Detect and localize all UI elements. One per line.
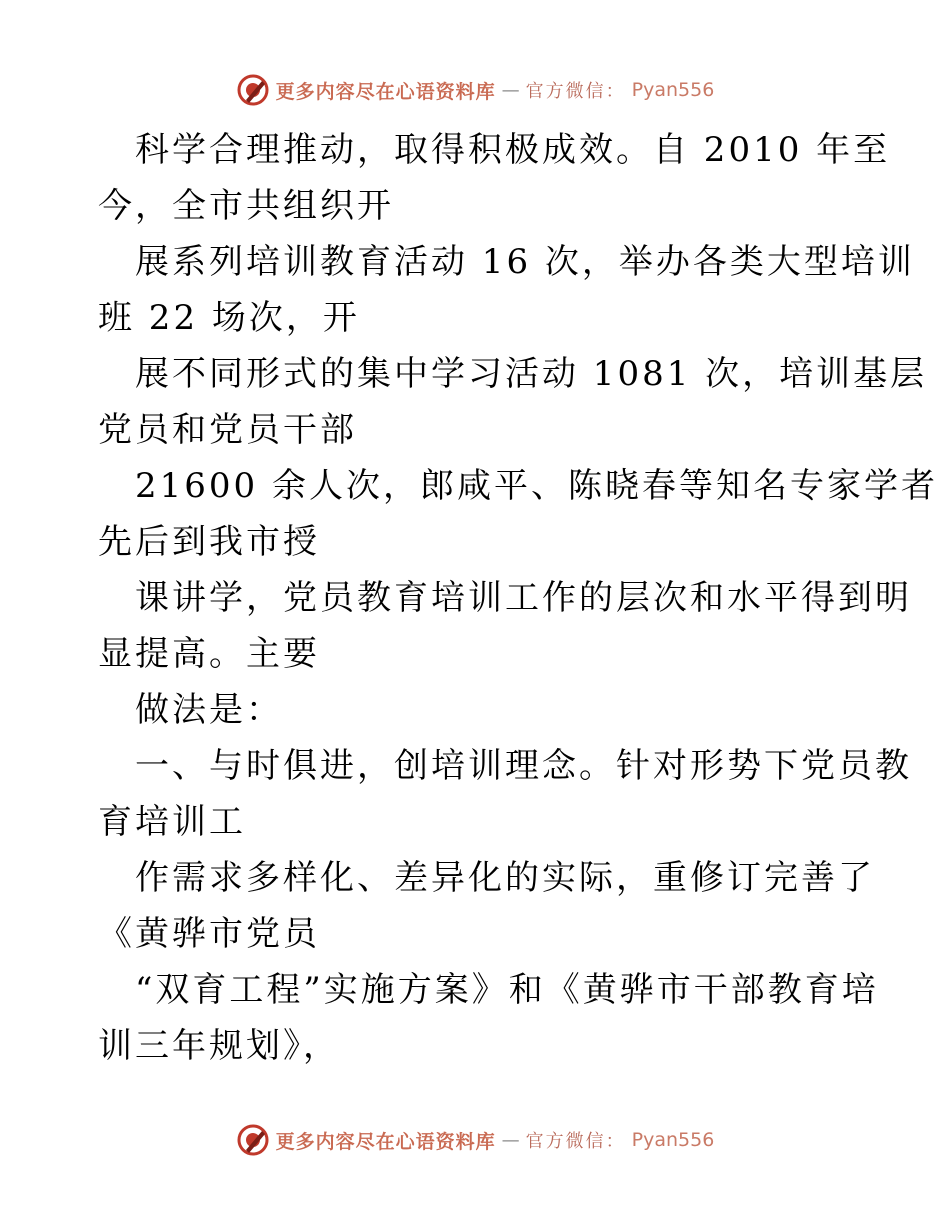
body-line: 育培训工	[98, 802, 246, 842]
body-line: 党员和党员干部	[98, 410, 357, 450]
banner-wechat-label: 官方微信：	[525, 81, 626, 102]
document-body	[98, 122, 938, 1074]
footer-banner	[0, 1120, 950, 1160]
body-line: 21600 余人次，郎咸平、陈晓春等知名专家学者	[135, 466, 938, 506]
body-line: 一、与时俱进，创培训理念。针对形势下党员教	[135, 746, 912, 786]
header-banner	[0, 70, 950, 110]
body-line: 做法是：	[135, 690, 283, 730]
banner-wechat-label: 官方微信：	[525, 1131, 626, 1152]
banner-brand-text: 更多内容尽在心语资料库	[275, 80, 496, 103]
logo-icon	[236, 1123, 270, 1157]
body-line: 显提高。主要	[98, 634, 320, 674]
banner-separator: —	[501, 79, 520, 101]
banner-wechat-id: Pyan556	[631, 79, 715, 101]
banner-brand-text: 更多内容尽在心语资料库	[275, 1130, 496, 1153]
body-line: 科学合理推动，取得积极成效。自 2010 年至	[135, 130, 891, 170]
body-line: 《黄骅市党员	[98, 914, 320, 954]
body-line: 课讲学，党员教育培训工作的层次和水平得到明	[135, 578, 912, 618]
body-line: 先后到我市授	[98, 522, 320, 562]
body-line: 训三年规划》，	[98, 1026, 340, 1066]
body-line: “双育工程”实施方案》和《黄骅市干部教育培	[135, 970, 879, 1010]
banner-wechat-id: Pyan556	[631, 1129, 715, 1151]
body-line: 展系列培训教育活动 16 次，举办各类大型培训	[135, 242, 915, 282]
body-line: 班 22 场次，开	[98, 298, 360, 338]
body-line: 作需求多样化、差异化的实际，重修订完善了	[135, 858, 875, 898]
body-line: 展不同形式的集中学习活动 1081 次，培训基层	[135, 354, 928, 394]
banner-separator: —	[501, 1129, 520, 1151]
body-line: 今，全市共组织开	[98, 186, 394, 226]
logo-icon	[236, 73, 270, 107]
